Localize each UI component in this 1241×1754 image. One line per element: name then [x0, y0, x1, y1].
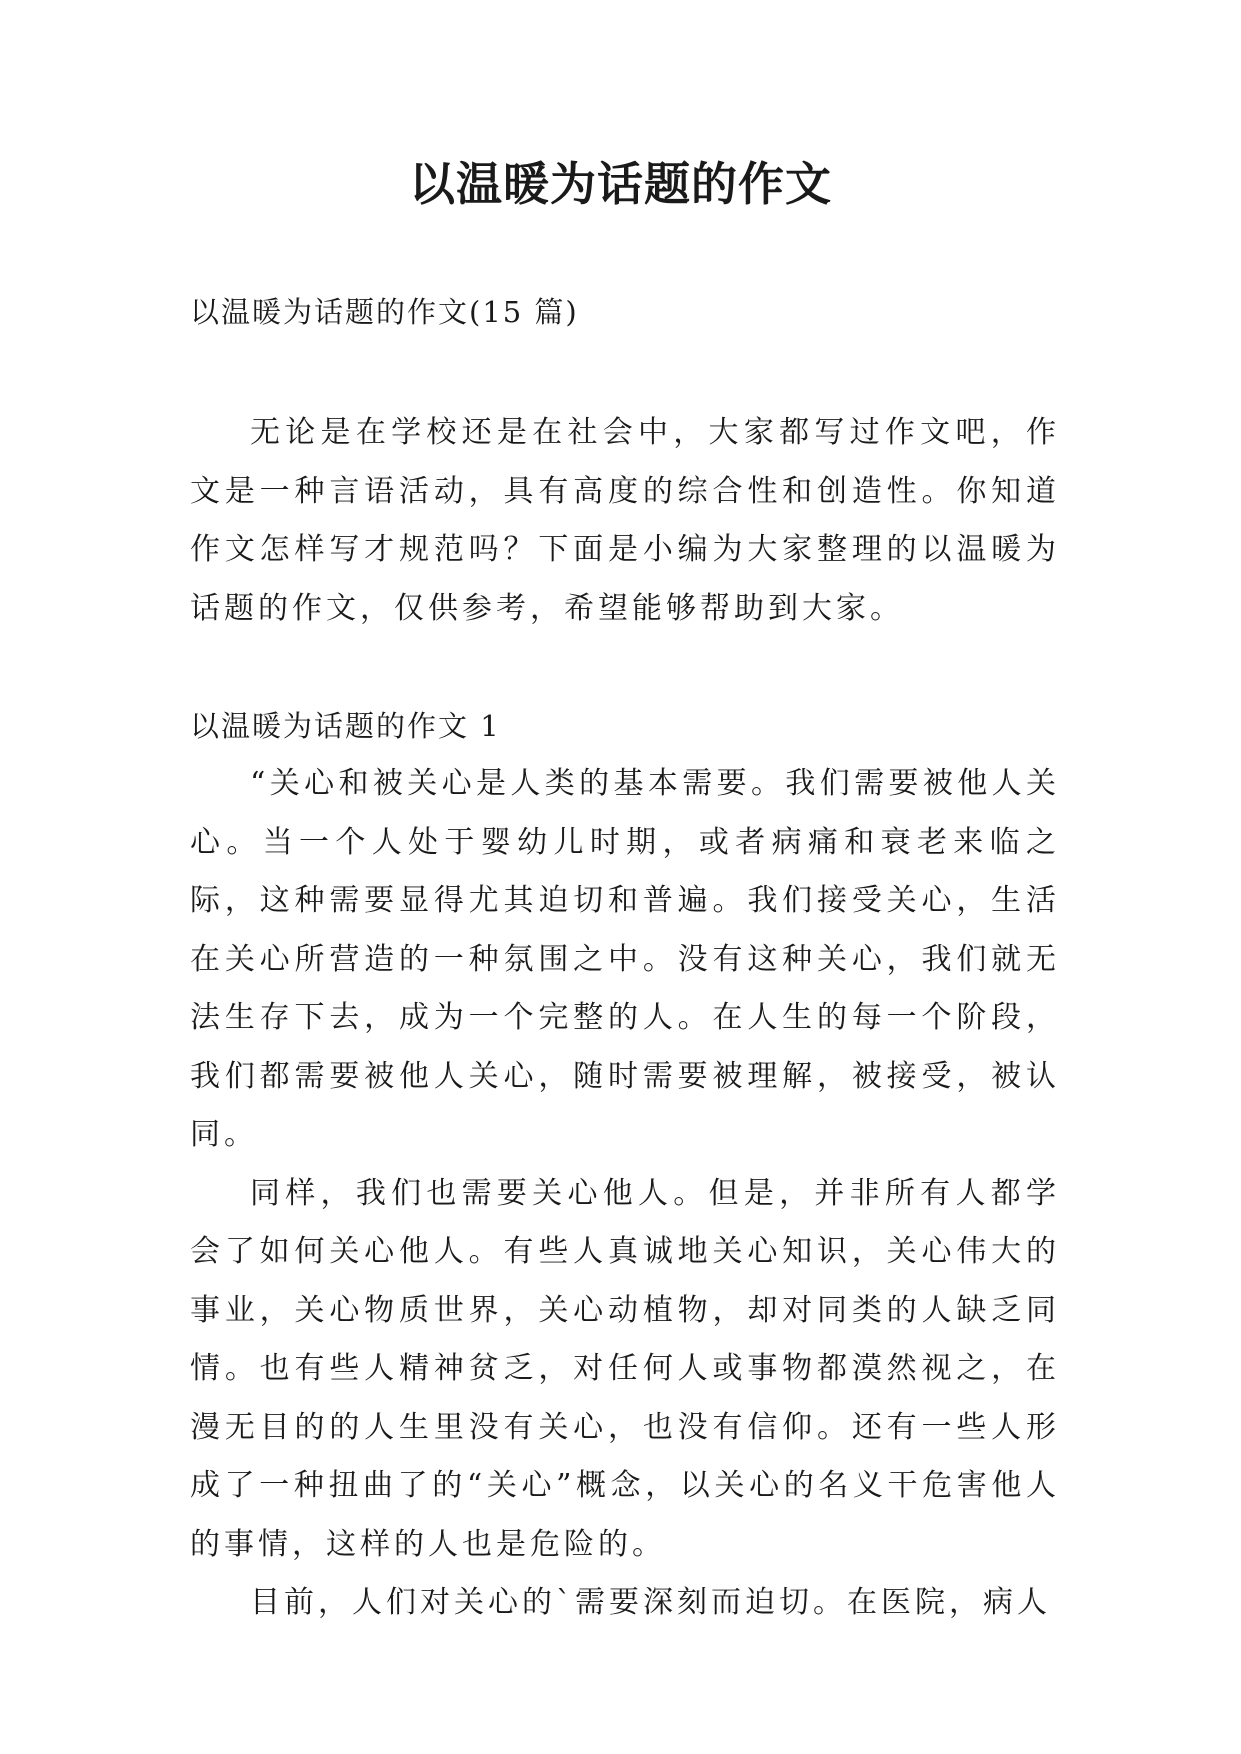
body-paragraph-2: 同样，我们也需要关心他人。但是，并非所有人都学会了如何关心他人。有些人真诚地关心知识，关心伟大的事业，关心物质世界，关心动植物，却对同类的人缺乏同情。也有些人精神贫乏，对任何人或事物都漠然视之，在漫无目的的人生里没有关心，也没有信仰。还有一些人形成了一种扭曲了的“关心”概念，以关心的名义干危害他人的事情，这样的人也是危险的。 [190, 1175, 1060, 1562]
body-paragraph-1: “关心和被关心是人类的基本需要。我们需要被他人关心。当一个人处于婴幼儿时期，或者病痛和衰老来临之际，这种需要显得尤其迫切和普遍。我们接受关心，生活在关心所营造的一种氛围之中。没有这种关心，我们就无法生存下去，成为一个完整的人。在人生的每一个阶段，我们都需要被他人关心，随时需要被理解，被接受，被认同。 [190, 766, 1060, 1152]
intro-paragraph: 无论是在学校还是在社会中，大家都写过作文吧，作文是一种言语活动，具有高度的综合性和创造性。你知道作文怎样写才规范吗？下面是小编为大家整理的以温暖为话题的作文，仅供参考，希望能够帮助到大家。 [190, 415, 1060, 626]
document-subtitle: 以温暖为话题的作文(15 篇) [190, 295, 579, 329]
essay-section [190, 697, 1060, 1633]
body-paragraph-3: 目前，人们对关心的`需要深刻而迫切。在医院，病人 [250, 1585, 1051, 1620]
section-heading: 以温暖为话题的作文 1 [190, 709, 501, 743]
document-title: 以温暖为话题的作文 [409, 157, 832, 211]
intro-block [190, 404, 1060, 638]
